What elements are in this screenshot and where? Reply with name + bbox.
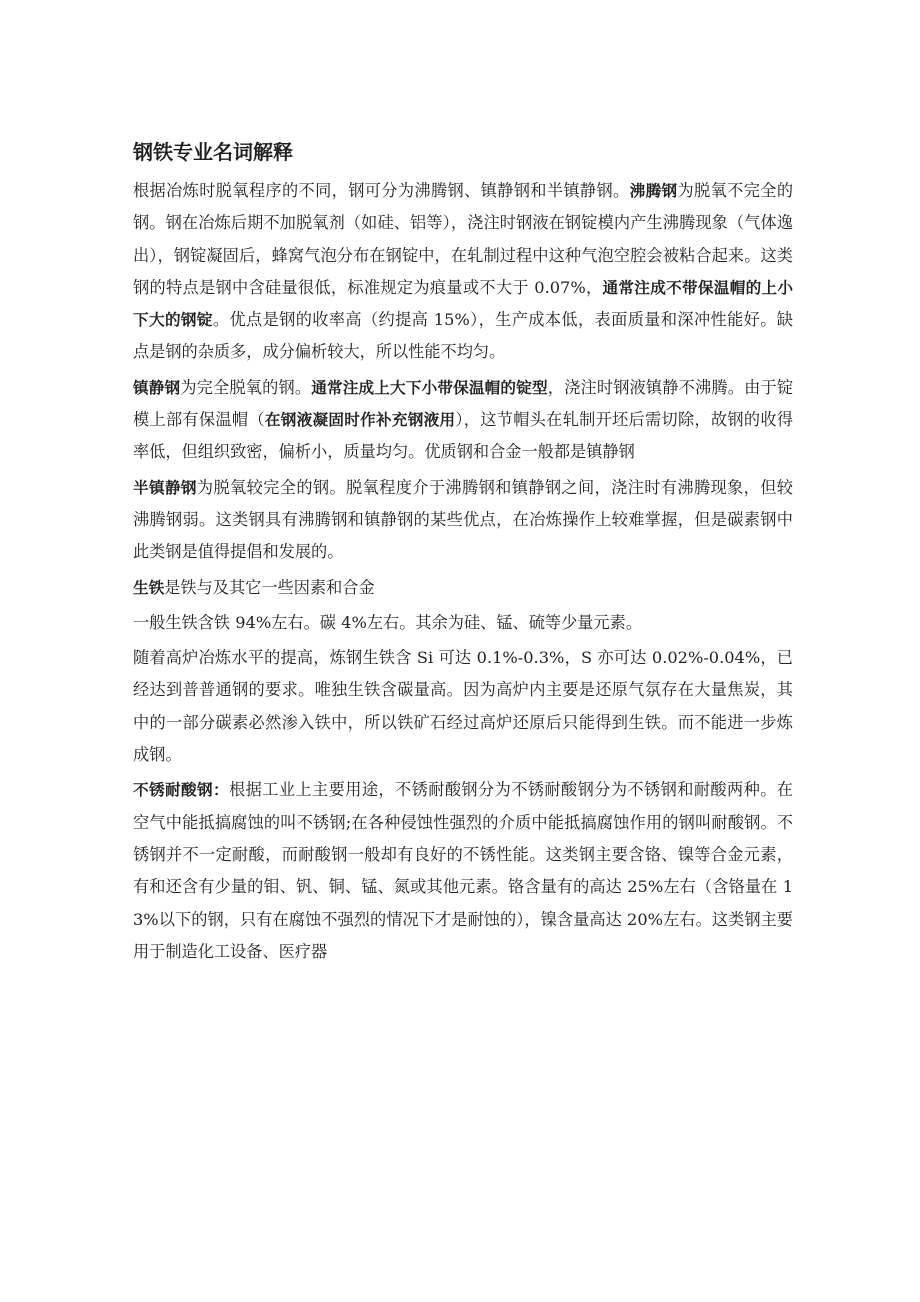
text: 随着高炉冶炼水平的提高，炼钢生铁含 Si 可达 0.1%-0.3%，S 亦可达 0.02%-0.04%，已经达到普普通钢的要求。唯独生铁含碳量高。因为高炉内主要是还原气氛存在大量焦炭，其中的一部分碳素必然渗入铁中，所以铁矿石经过高炉还原后只能得到生铁。而不能进一步炼成钢。 (133, 648, 793, 765)
text: ，浇注时钢液镇静不沸腾。由于锭模上部有保温帽（ (133, 377, 794, 430)
text: 根据冶炼时脱氧程序的不同，钢可分为沸腾钢、镇静钢和半镇静钢。 (133, 181, 630, 200)
paragraph-stainless-acid-resistant-steel (133, 774, 793, 968)
paragraph-pig-iron (133, 572, 793, 604)
text: ），这节帽头在轧制开坯后需切除，故钢的收得率低，但组织致密，偏析小，质量均匀。优质钢和合金一般都是镇静钢 (133, 410, 794, 462)
text: 。优点是钢的收率高（约提高 15%），生产成本低，表面质量和深冲性能好。缺点是钢的杂质多，成分偏析较大，所以性能不均匀。 (133, 310, 793, 362)
emphasis-text: 在钢液凝固时作补充钢液用 (264, 411, 456, 430)
emphasis-text: 通常注成不带保温帽的上小下大的钢锭 (133, 278, 793, 330)
paragraph-killed-steel (133, 372, 793, 469)
text: 为脱氧不完全的钢。钢在冶炼后期不加脱氧剂（如硅、铝等），浇注时钢液在钢锭模内产生沸腾现象（气体逸出），钢锭凝固后，蜂窝气泡分布在钢锭中，在轧制过程中这种气泡空腔会被粘合起来。这类钢的特点是钢中含硅量很低，标准规定为痕量或不大于 0.07%， (133, 181, 794, 297)
page-title: 钢铁专业名词解释 (133, 140, 293, 164)
emphasis-text: 通常注成上大下小带保温帽的锭型 (311, 378, 548, 397)
text: 是铁与及其它一些因素和合金 (164, 577, 375, 597)
term-killed-steel: 镇静钢 (133, 378, 181, 397)
paragraph-pig-iron-composition (133, 607, 793, 639)
document-page (133, 135, 793, 968)
text: 为脱氧较完全的钢。脱氧程度介于沸腾钢和镇静钢之间，浇注时有沸腾现象，但较沸腾钢弱。这类钢具有沸腾钢和镇静钢的某些优点，在冶炼操作上较难掌握，但是碳素钢中此类钢是值得提倡和发展的。 (133, 477, 793, 562)
text: 为完全脱氧的钢。 (180, 377, 312, 397)
term-semi-killed-steel: 半镇静钢 (133, 478, 197, 497)
paragraph-rimmed-steel (133, 175, 793, 369)
term-rimmed-steel: 沸腾钢 (629, 182, 678, 200)
text: 根据工业上主要用途，不锈耐酸钢分为不锈耐酸钢分为不锈钢和耐酸两种。在空气中能抵搞腐蚀的叫不锈钢;在各种侵蚀性强烈的介质中能抵搞腐蚀作用的钢叫耐酸钢。不锈钢并不一定耐酸，而耐酸钢一般却有良好的不锈性能。这类钢主要含铬、镍等合金元素，有和还含有少量的钼、钒、铜、锰、氮或其他元素。铬含量有的高达 25%左右（含铬量在 13%以下的钢，只有在腐蚀不强烈的情况下才是耐蚀的），镍含量高达 20%左右。这类钢主要用于制造化工设备、医疗器 (133, 780, 793, 961)
term-stainless-steel: 不锈耐酸钢： (133, 781, 230, 800)
paragraph-pig-iron-smelting (133, 642, 793, 771)
text: 一般生铁含铁 94%左右。碳 4%左右。其余为硅、锰、硫等少量元素。 (133, 612, 643, 632)
term-pig-iron: 生铁 (133, 578, 165, 597)
paragraph-semi-killed-steel (133, 472, 793, 569)
